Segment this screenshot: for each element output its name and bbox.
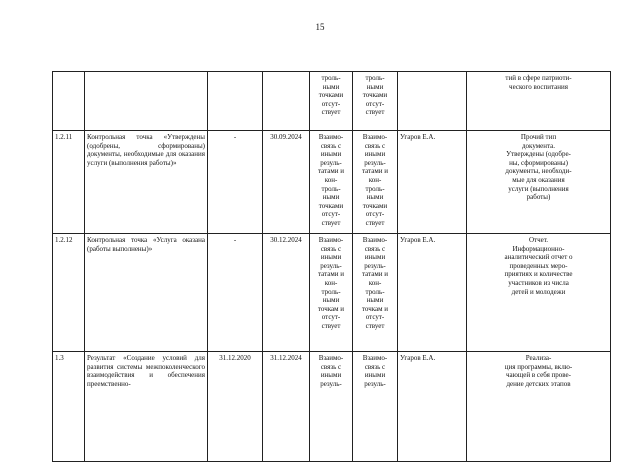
cell-line: точкам и <box>317 304 345 313</box>
cell-line: Взаимо- <box>362 236 388 244</box>
description-cell: Результат «Создание условий для развития системы межпоколенческого взаимодействия и обеспечения преемственно- <box>85 352 208 462</box>
cell-line: ствует <box>365 218 385 227</box>
cell-line: отсут- <box>365 99 385 108</box>
cell-line: отсут- <box>321 99 341 108</box>
cell-line: татами и <box>362 270 388 279</box>
cell-line: точками <box>362 201 388 210</box>
relation-cell <box>353 72 398 131</box>
cell-line: Реализа- <box>525 354 552 362</box>
cell-line: иными <box>320 150 342 159</box>
relation-cell <box>353 131 398 234</box>
description-cell: Контрольная точка «Услуга оказана (работы выполнены)» <box>85 234 208 352</box>
cell-line: ствует <box>365 321 385 330</box>
cell-line: Взаимо- <box>362 354 388 362</box>
cell-line: ствует <box>365 108 385 117</box>
cell-line: ными <box>322 193 340 202</box>
executor-cell <box>398 72 467 131</box>
start-date-cell: 31.12.2020 <box>208 352 263 462</box>
cell-line: точками <box>362 91 388 100</box>
cell-line: ствует <box>321 321 341 330</box>
cell-line: ными <box>366 82 384 91</box>
cell-line: кон- <box>368 278 382 287</box>
cell-line: татами и <box>318 270 344 279</box>
cell-line: Прочий тип <box>520 133 557 141</box>
cell-line: Взаимо- <box>318 133 344 141</box>
page-number: 15 <box>315 22 325 32</box>
cell-line: ными <box>366 193 384 202</box>
cell-line: участников из числа <box>508 278 569 287</box>
cell-line: чающей в себя прове- <box>505 371 571 380</box>
result-cell <box>467 131 611 234</box>
relation-cell <box>310 234 353 352</box>
cell-line: троль- <box>321 74 341 82</box>
cell-line: точками <box>318 201 344 210</box>
cell-line: детей и молодежи <box>511 287 566 296</box>
cell-line: Утверждены (одобре- <box>506 150 571 159</box>
executor-cell: Угаров Е.А. <box>398 131 467 234</box>
relation-cell <box>310 72 353 131</box>
executor-cell: Угаров Е.А. <box>398 352 467 462</box>
plan-table <box>52 71 611 462</box>
cell-line: ными <box>322 296 340 305</box>
cell-line: резуль- <box>320 379 342 388</box>
cell-line: приятиях и количестве <box>504 270 573 279</box>
cell-line: дение детских этапов <box>506 379 571 388</box>
cell-line: резуль- <box>364 261 386 270</box>
cell-line: иными <box>364 253 386 262</box>
cell-line: Взаимо- <box>362 133 388 141</box>
cell-line: ными <box>366 296 384 305</box>
cell-line: Взаимо- <box>318 236 344 244</box>
relation-cell <box>310 131 353 234</box>
description-cell: Контрольная точка «Утверждены (одобрены, сформированы) документы, необходимые для оказания услуги (выполнения работы)» <box>85 131 208 234</box>
cell-line: отсут- <box>321 313 341 322</box>
end-date-cell <box>263 72 310 131</box>
end-date-cell: 30.12.2024 <box>263 234 310 352</box>
cell-line: проведенных меро- <box>509 261 568 270</box>
cell-line: Информационно- <box>512 244 565 253</box>
cell-line: связь с <box>364 362 386 371</box>
result-cell <box>467 72 611 131</box>
cell-line: иными <box>364 371 386 380</box>
cell-line: кон- <box>324 175 338 184</box>
cell-line: тий в сфере патриоти- <box>505 74 572 82</box>
cell-line: кон- <box>368 175 382 184</box>
cell-line: татами и <box>318 167 344 176</box>
cell-line: связь с <box>320 244 342 253</box>
row-number-cell <box>53 72 85 131</box>
cell-line: ческого воспитания <box>509 82 568 91</box>
cell-line: ствует <box>321 218 341 227</box>
cell-line: резуль- <box>364 158 386 167</box>
result-cell <box>467 234 611 352</box>
cell-line: троль- <box>321 287 341 296</box>
cell-line: работы) <box>526 193 551 202</box>
row-number-cell: 1.3 <box>53 352 85 462</box>
cell-line: отсут- <box>321 210 341 219</box>
relation-cell <box>353 352 398 462</box>
table-row <box>53 131 611 234</box>
cell-line: ция программы, вклю- <box>504 362 573 371</box>
end-date-cell: 30.09.2024 <box>263 131 310 234</box>
cell-line: троль- <box>365 184 385 193</box>
table-row <box>53 234 611 352</box>
cell-line: резуль- <box>320 261 342 270</box>
description-cell <box>85 72 208 131</box>
row-number-cell: 1.2.12 <box>53 234 85 352</box>
cell-line: документа. <box>521 141 556 150</box>
table-row <box>53 352 611 462</box>
cell-line: резуль- <box>320 158 342 167</box>
cell-line: троль- <box>321 184 341 193</box>
cell-line: услуги (выполнения <box>508 184 569 193</box>
cell-line: Взаимо- <box>318 354 344 362</box>
cell-line: ны, сформированы) <box>509 158 568 167</box>
cell-line: связь с <box>364 244 386 253</box>
cell-line: резуль- <box>364 379 386 388</box>
cell-line: мые для оказания <box>512 175 565 184</box>
cell-line: кон- <box>324 278 338 287</box>
cell-line: ствует <box>321 108 341 117</box>
start-date-cell: - <box>208 131 263 234</box>
cell-line: отсут- <box>365 313 385 322</box>
cell-line: Отчет. <box>528 236 549 244</box>
relation-cell <box>310 352 353 462</box>
cell-line: отсут- <box>365 210 385 219</box>
result-cell <box>467 352 611 462</box>
cell-line: троль- <box>365 74 385 82</box>
table-row <box>53 72 611 131</box>
cell-line: связь с <box>320 362 342 371</box>
cell-line: аналитический отчет о <box>504 253 573 262</box>
start-date-cell: - <box>208 234 263 352</box>
cell-line: иными <box>320 253 342 262</box>
cell-line: иными <box>320 371 342 380</box>
cell-line: точками <box>318 91 344 100</box>
row-number-cell: 1.2.11 <box>53 131 85 234</box>
start-date-cell <box>208 72 263 131</box>
end-date-cell: 31.12.2024 <box>263 352 310 462</box>
cell-line: связь с <box>364 141 386 150</box>
relation-cell <box>353 234 398 352</box>
cell-line: ными <box>322 82 340 91</box>
cell-line: документы, необходи- <box>505 167 572 176</box>
cell-line: иными <box>364 150 386 159</box>
cell-line: точкам и <box>361 304 389 313</box>
cell-line: связь с <box>320 141 342 150</box>
executor-cell: Угаров Е.А. <box>398 234 467 352</box>
cell-line: татами и <box>362 167 388 176</box>
cell-line: троль- <box>365 287 385 296</box>
